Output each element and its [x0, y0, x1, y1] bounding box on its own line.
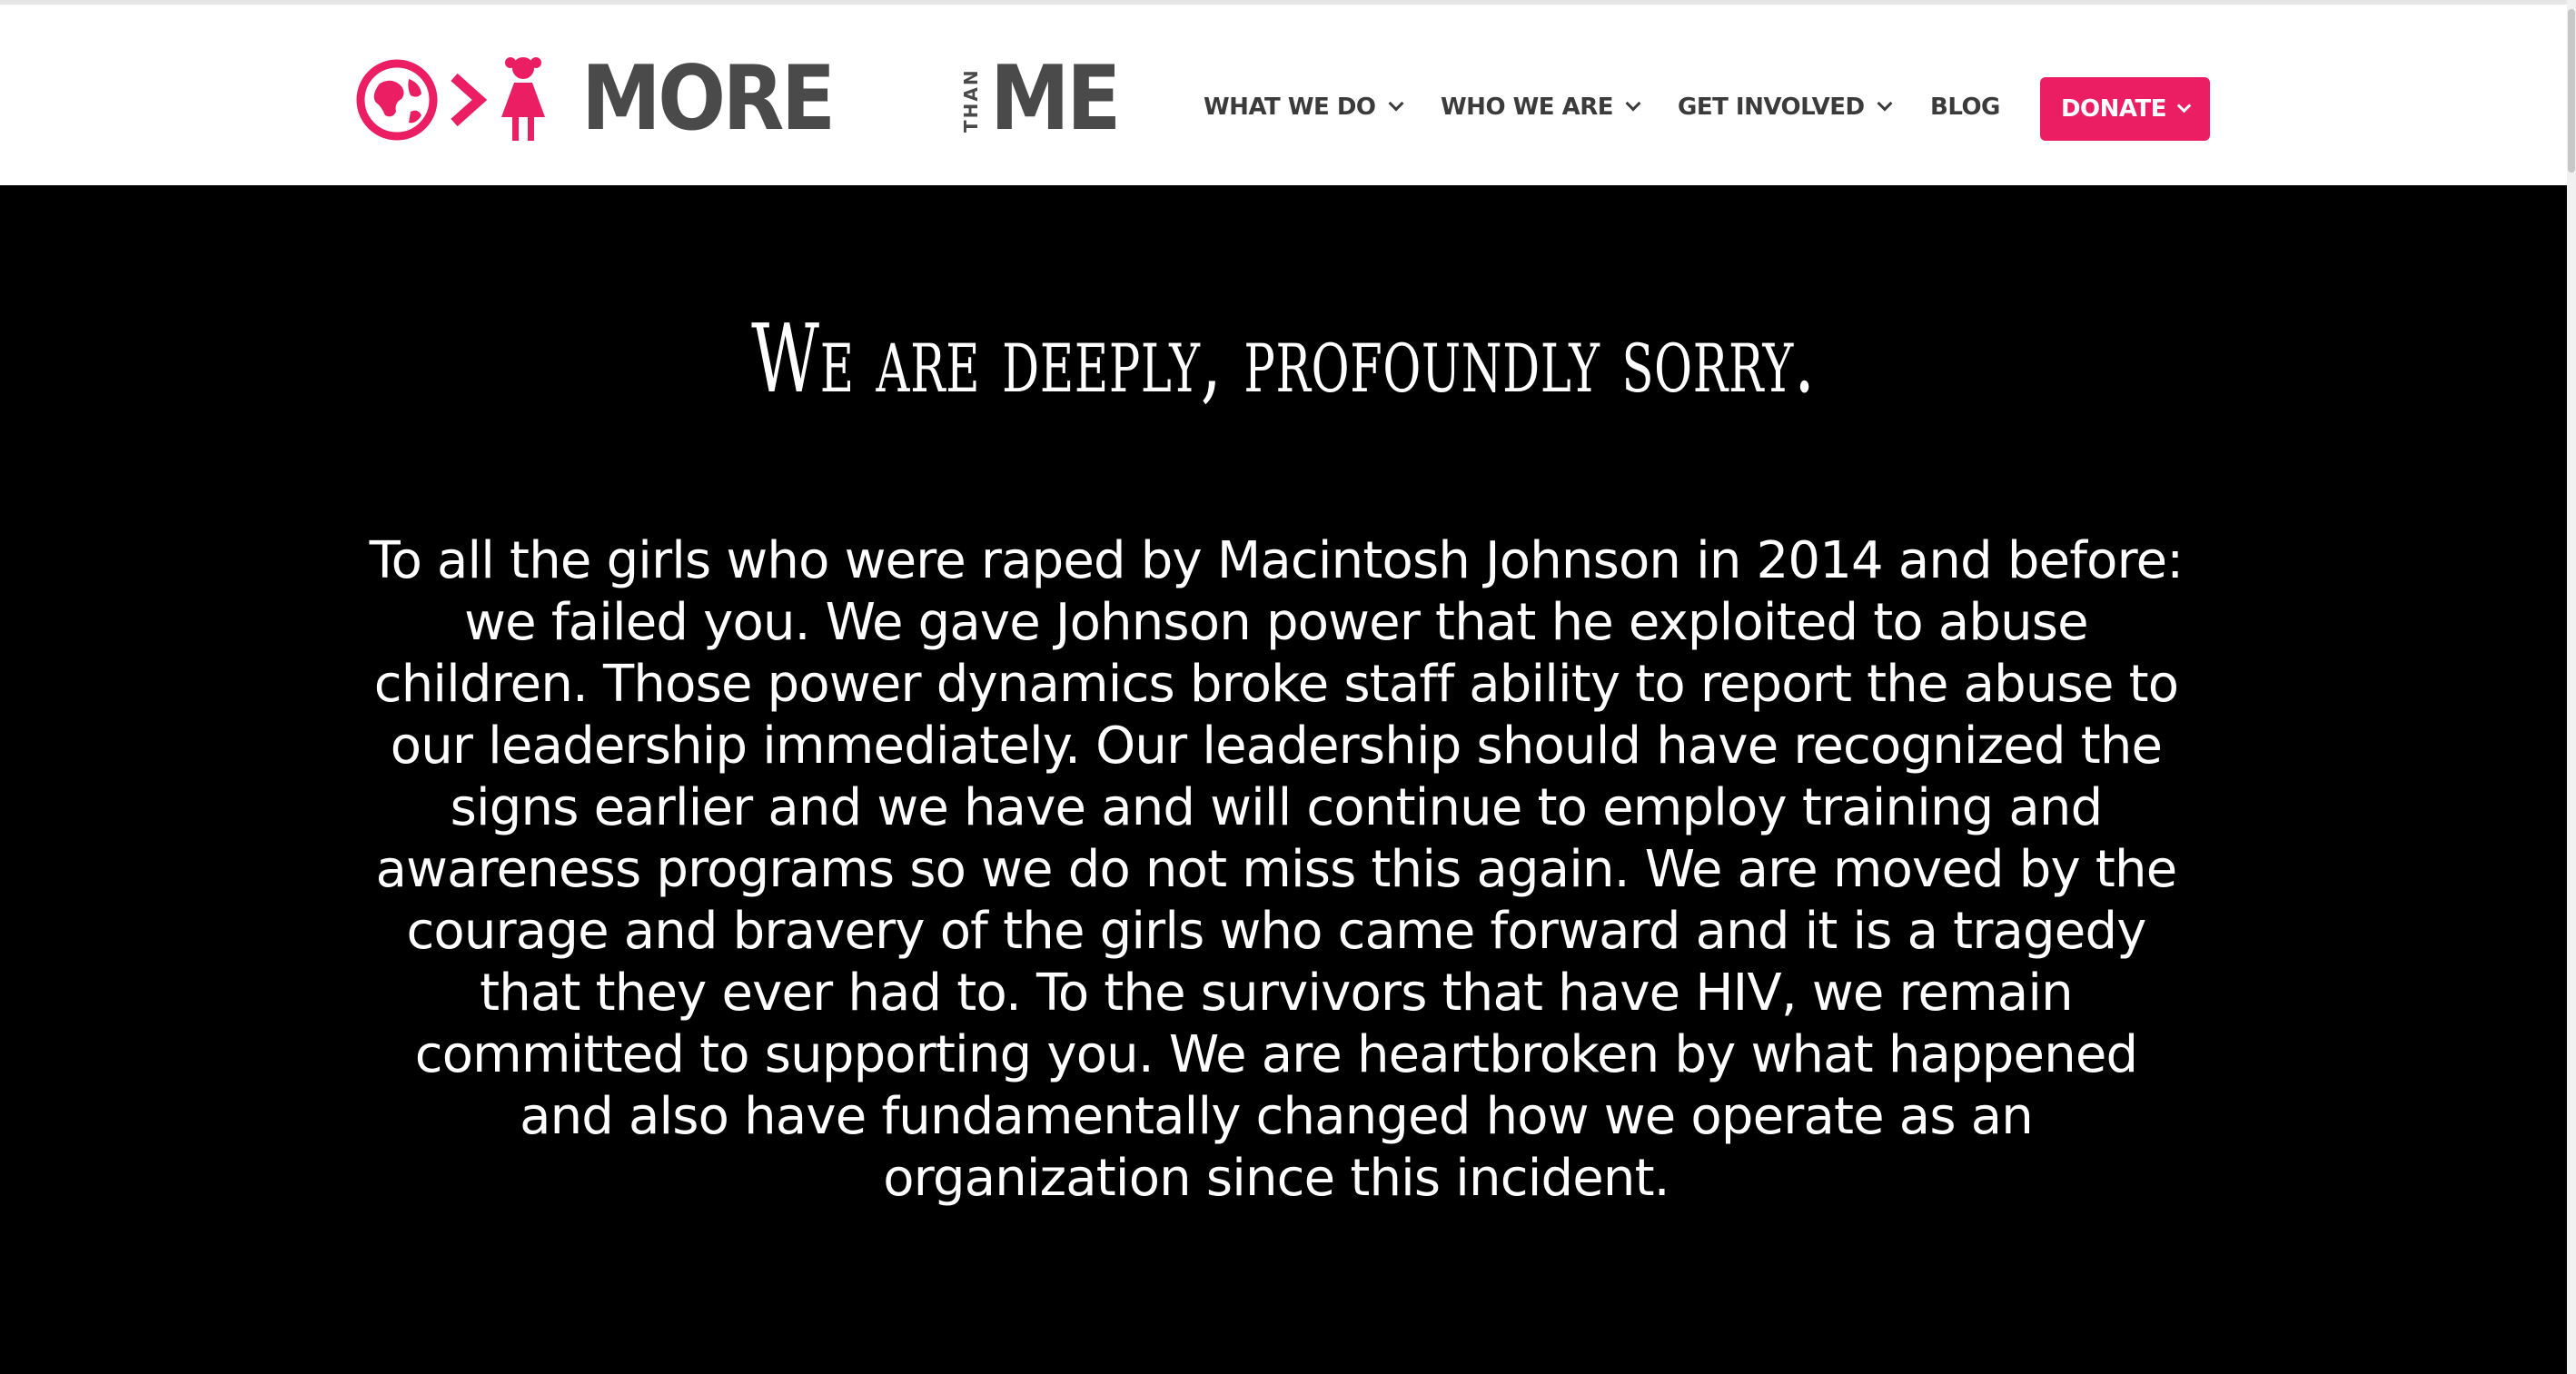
- logo-word-more: MORE: [581, 47, 833, 151]
- nav-item-get-involved[interactable]: [1678, 71, 1890, 143]
- girl-icon: [501, 57, 545, 141]
- apology-section: [0, 185, 2567, 1374]
- chevron-down-icon: [1626, 96, 1641, 112]
- donate-label: DONATE: [2060, 95, 2167, 123]
- site-header: [0, 5, 2576, 185]
- nav-item-what-we-do[interactable]: [1204, 71, 1402, 143]
- nav-item-label: WHAT WE DO: [1204, 94, 1376, 121]
- greater-than-icon: [454, 77, 480, 123]
- apology-paragraph: To all the girls who were raped by Macintosh Johnson in 2014 and before: we failed you. We gave Johnson power that he exploited to abuse children. Those power dynamics broke staff ability to report the abuse to our leadership immediately. Our leadership should have recognized the signs earlier and we have and will continue to employ training and awareness programs so we do not miss this again. We are moved by the courage and bravery of the girls who came forward and it is a tragedy that they ever had to. To the survivors that have HIV, we remain committed to supporting you. We are heartbroken by what happened and also have fundamentally changed how we operate as an organization since this incident.: [369, 531, 2184, 1208]
- nav-item-who-we-are[interactable]: [1441, 71, 1639, 143]
- globe-icon: [361, 64, 433, 136]
- nav-item-blog[interactable]: [1930, 71, 2000, 143]
- nav-item-label: GET INVOLVED: [1678, 94, 1865, 121]
- scrollbar[interactable]: [2567, 0, 2576, 1374]
- nav-item-label: WHO WE ARE: [1441, 94, 1613, 121]
- nav-item-label: BLOG: [1930, 94, 2000, 121]
- chevron-down-icon: [1388, 96, 1403, 112]
- chevron-down-icon: [2177, 99, 2192, 114]
- page-title: We are deeply, profoundly sorry.: [751, 303, 1816, 414]
- logo-word-than: THAN: [960, 68, 982, 133]
- scrollbar-thumb[interactable]: [2568, 9, 2575, 173]
- logo-word-me: ME: [990, 47, 1118, 151]
- site-logo[interactable]: [354, 47, 1118, 151]
- logo-icons: [354, 52, 572, 147]
- chevron-down-icon: [1877, 96, 1892, 112]
- donate-button[interactable]: [2040, 77, 2210, 141]
